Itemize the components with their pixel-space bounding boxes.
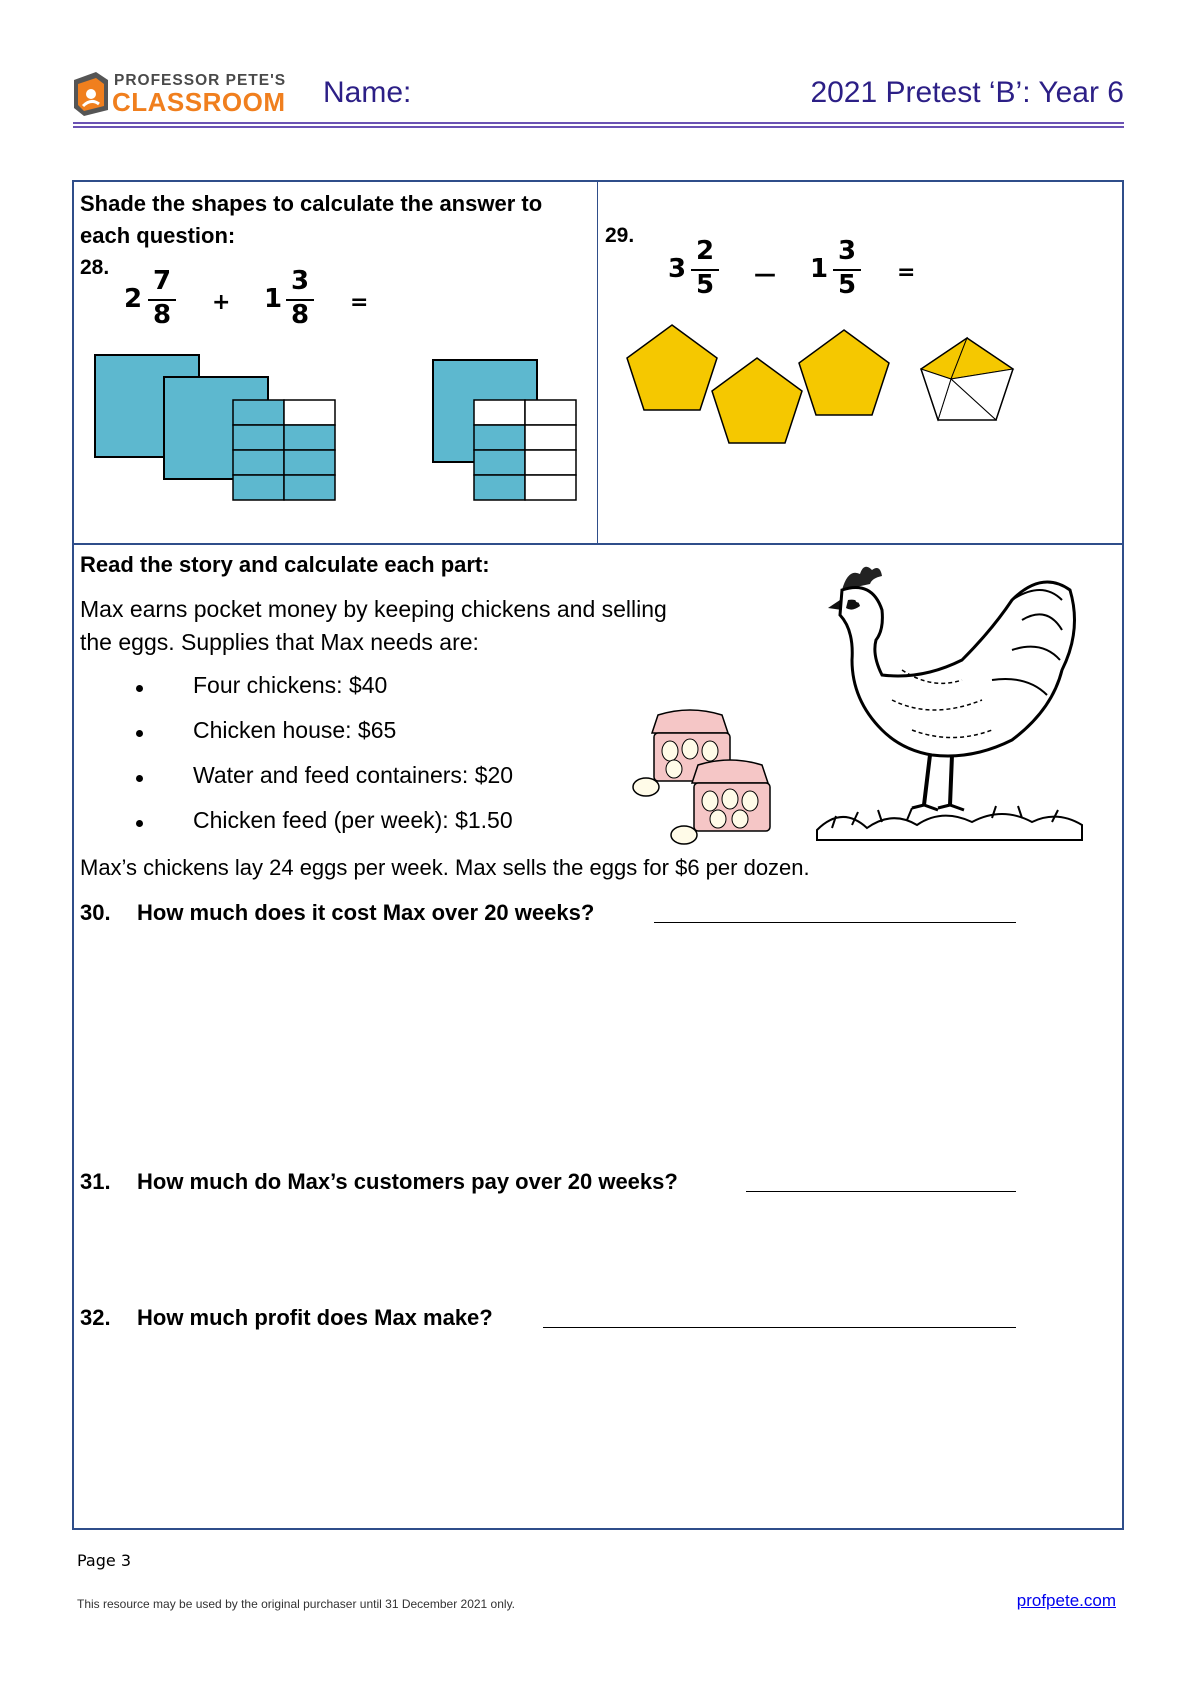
q30-text: How much does it cost Max over 20 weeks? xyxy=(137,900,595,925)
q29-a-numerator: 2 xyxy=(695,236,715,266)
bullet-icon xyxy=(136,820,143,827)
q29-mixed-number-a xyxy=(668,238,728,300)
header-rule xyxy=(73,122,1124,124)
supply-text: Chicken house: $65 xyxy=(193,717,397,743)
q28-a-whole: 2 xyxy=(124,284,143,314)
bullet-icon xyxy=(136,775,143,782)
header-rule xyxy=(73,126,1124,128)
usage-notice: This resource may be used by the original purchaser until 31 December 2021 only. xyxy=(77,1597,516,1611)
q29-whole-pentagon xyxy=(712,358,802,443)
q28-mixed-number-a xyxy=(124,268,184,330)
q32-answer-line[interactable] xyxy=(543,1327,1016,1328)
q28-a-numerator: 7 xyxy=(152,266,172,296)
list-item xyxy=(80,672,680,702)
pretest-title: 2021 Pretest ‘B’: Year 6 xyxy=(810,76,1124,109)
q28-eighths-grid-b xyxy=(474,400,576,500)
section-divider xyxy=(72,543,1124,545)
q29-equals: = xyxy=(897,260,916,285)
fractions-instruction: Shade the shapes to calculate the answer to each question: xyxy=(80,191,543,248)
logo-top-text: PROFESSOR PETE'S xyxy=(114,72,287,89)
q28-b-numerator: 3 xyxy=(290,266,310,296)
list-item xyxy=(80,762,680,792)
name-label: Name: xyxy=(323,76,412,109)
q28-number: 28. xyxy=(80,256,110,279)
bullet-icon xyxy=(136,685,143,692)
eggs-sentence: Max’s chickens lay 24 eggs per week. Max sells the eggs for $6 per dozen. xyxy=(80,855,810,880)
q29-mixed-number-b xyxy=(810,238,870,300)
q30-answer-line[interactable] xyxy=(654,922,1016,923)
brand-logo xyxy=(70,70,287,120)
q31-text: How much do Max’s customers pay over 20 weeks? xyxy=(137,1169,678,1194)
q28-mixed-number-b xyxy=(264,268,324,330)
q32-number: 32. xyxy=(80,1305,111,1330)
q28-equals: = xyxy=(350,290,369,315)
q30-number: 30. xyxy=(80,900,111,925)
q31-number: 31. xyxy=(80,1169,111,1194)
q28-eighths-grid-a xyxy=(233,400,335,500)
book-icon xyxy=(70,70,112,116)
q29-b-whole: 1 xyxy=(810,254,829,284)
q28-b-whole: 1 xyxy=(264,284,283,314)
supply-text: Four chickens: $40 xyxy=(193,672,388,698)
q32-text: How much profit does Max make? xyxy=(137,1305,493,1330)
chicken-illustration xyxy=(812,560,1092,850)
q31-answer-line[interactable] xyxy=(746,1191,1016,1192)
egg-carton-illustration xyxy=(630,705,790,845)
story-intro-line1: Max earns pocket money by keeping chickens and selling xyxy=(80,596,667,622)
list-item xyxy=(80,717,680,747)
q28-operator: + xyxy=(212,290,231,315)
q28-shading-diagram xyxy=(90,350,590,510)
logo-bottom-text: CLASSROOM xyxy=(112,87,286,117)
supply-text: Water and feed containers: $20 xyxy=(193,762,514,788)
list-item xyxy=(80,807,680,837)
column-divider xyxy=(597,180,598,544)
q29-b-denominator: 5 xyxy=(837,270,857,300)
q29-number: 29. xyxy=(605,224,635,247)
q28-a-denominator: 8 xyxy=(152,300,172,330)
q29-fifths-pentagon xyxy=(921,338,1013,420)
story-intro-line2: the eggs. Supplies that Max needs are: xyxy=(80,629,479,655)
bullet-icon xyxy=(136,730,143,737)
q29-pentagon-diagram xyxy=(620,320,1020,450)
q29-b-numerator: 3 xyxy=(837,236,857,266)
page-number: Page 3 xyxy=(77,1551,131,1570)
q29-operator: — xyxy=(754,262,776,287)
q29-a-denominator: 5 xyxy=(695,270,715,300)
q29-whole-pentagon xyxy=(799,330,889,415)
supply-text: Chicken feed (per week): $1.50 xyxy=(193,807,513,833)
q29-whole-pentagon xyxy=(627,325,717,410)
website-link[interactable]: profpete.com xyxy=(1016,1591,1116,1610)
story-heading: Read the story and calculate each part: xyxy=(80,552,490,577)
q28-b-denominator: 8 xyxy=(290,300,310,330)
q29-a-whole: 3 xyxy=(668,254,687,284)
